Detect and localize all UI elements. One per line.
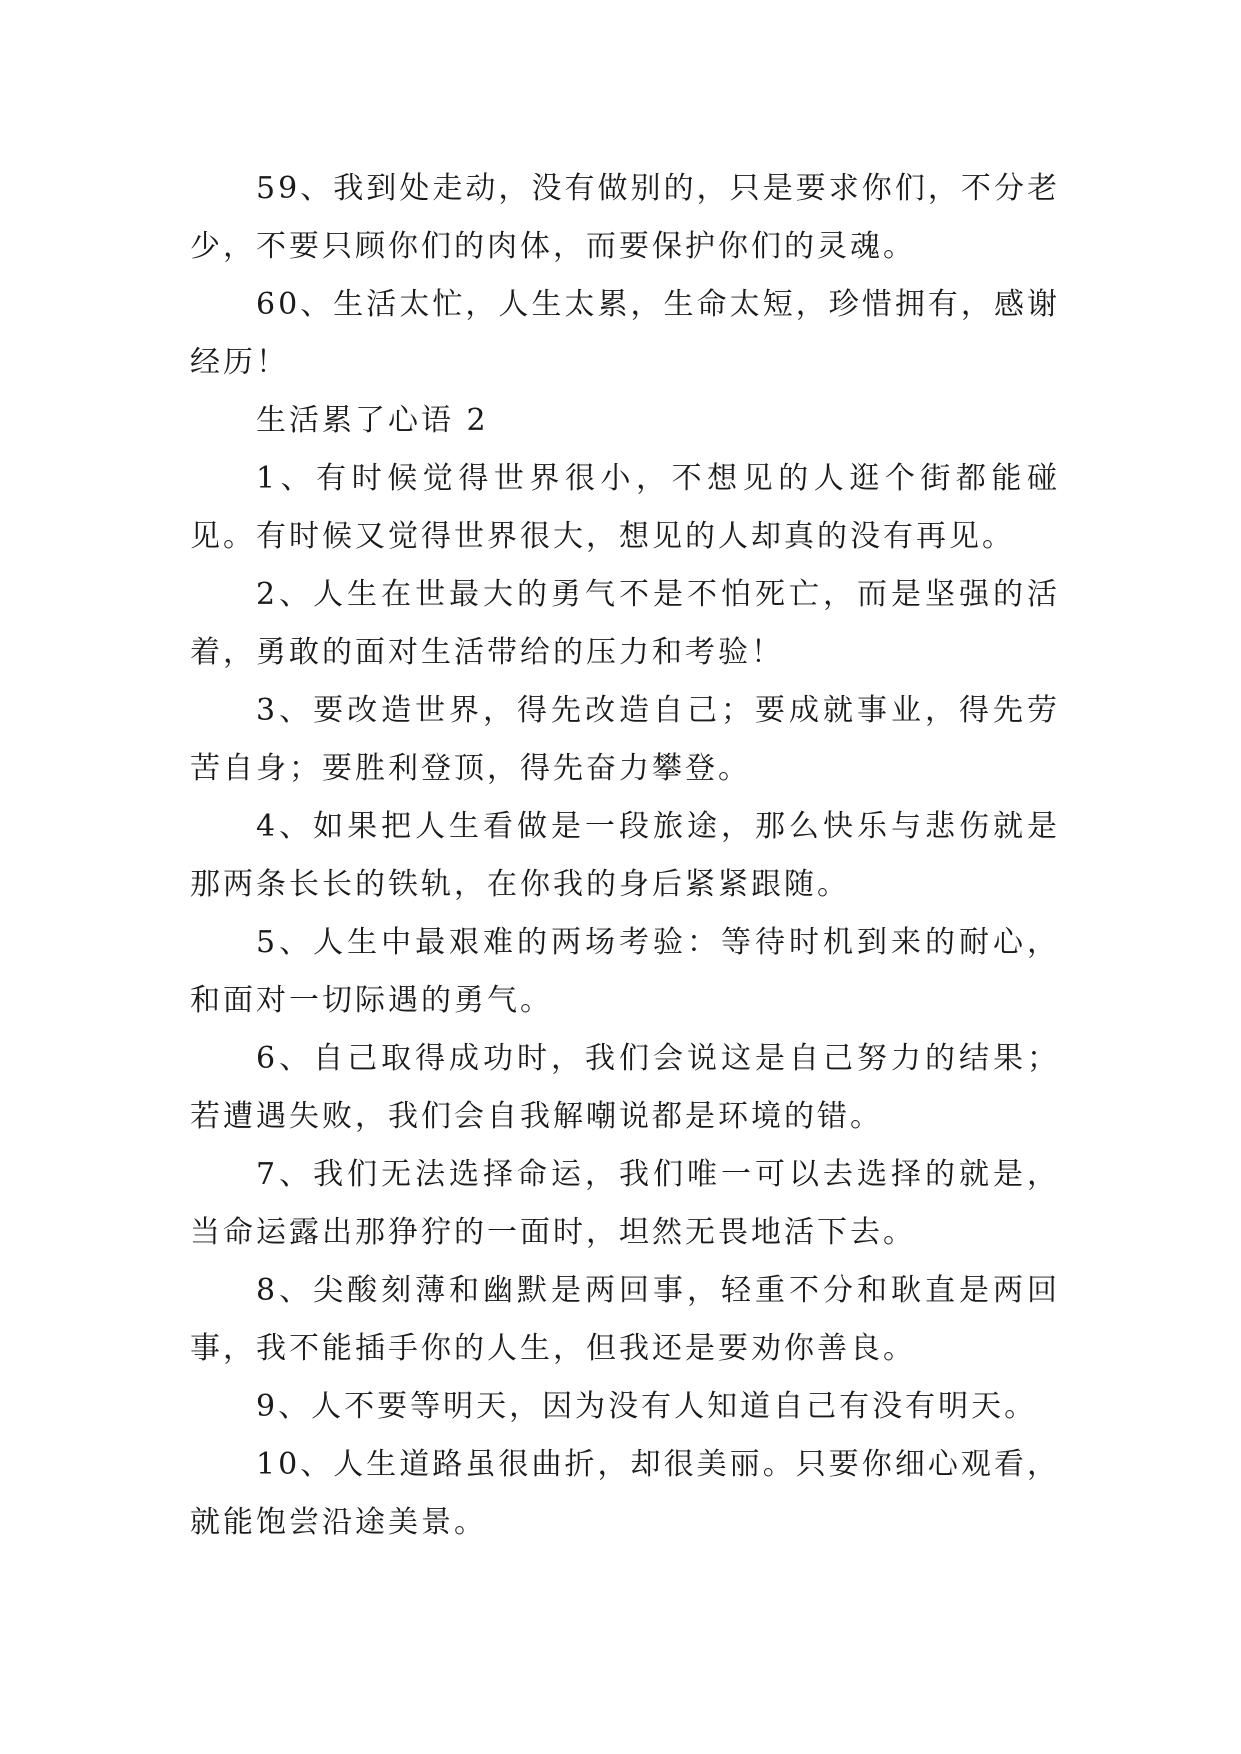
paragraph-1: 1、有时候觉得世界很小，不想见的人逛个街都能碰见。有时候又觉得世界很大，想见的人却真的没有再见。	[190, 461, 1060, 554]
paragraph-3: 3、要改造世界，得先改造自己；要成就事业，得先劳苦自身；要胜利登顶，得先奋力攀登。	[190, 693, 1060, 786]
paragraph-7: 7、我们无法选择命运，我们唯一可以去选择的就是，当命运露出那狰狞的一面时，坦然无畏地活下去。	[190, 1157, 1060, 1250]
paragraph-4: 4、如果把人生看做是一段旅途，那么快乐与悲伤就是那两条长长的铁轨，在你我的身后紧紧跟随。	[190, 809, 1060, 902]
paragraph-60: 60、生活太忙，人生太累，生命太短，珍惜拥有，感谢经历！	[190, 287, 1060, 380]
paragraph-8: 8、尖酸刻薄和幽默是两回事，轻重不分和耿直是两回事，我不能插手你的人生，但我还是要劝你善良。	[190, 1273, 1060, 1366]
paragraph-10: 10、人生道路虽很曲折，却很美丽。只要你细心观看，就能饱尝沿途美景。	[190, 1447, 1060, 1540]
document-page	[190, 160, 1060, 1552]
paragraph-59: 59、我到处走动，没有做别的，只是要求你们，不分老少，不要只顾你们的肉体，而要保护你们的灵魂。	[190, 171, 1060, 264]
paragraph-2: 2、人生在世最大的勇气不是不怕死亡，而是坚强的活着，勇敢的面对生活带给的压力和考验！	[190, 577, 1060, 670]
section-heading: 生活累了心语 2	[256, 403, 489, 438]
paragraph-5: 5、人生中最艰难的两场考验：等待时机到来的耐心，和面对一切际遇的勇气。	[190, 925, 1060, 1018]
paragraph-6: 6、自己取得成功时，我们会说这是自己努力的结果；若遭遇失败，我们会自我解嘲说都是环境的错。	[190, 1041, 1060, 1134]
paragraph-9: 9、人不要等明天，因为没有人知道自己有没有明天。	[256, 1389, 1038, 1424]
